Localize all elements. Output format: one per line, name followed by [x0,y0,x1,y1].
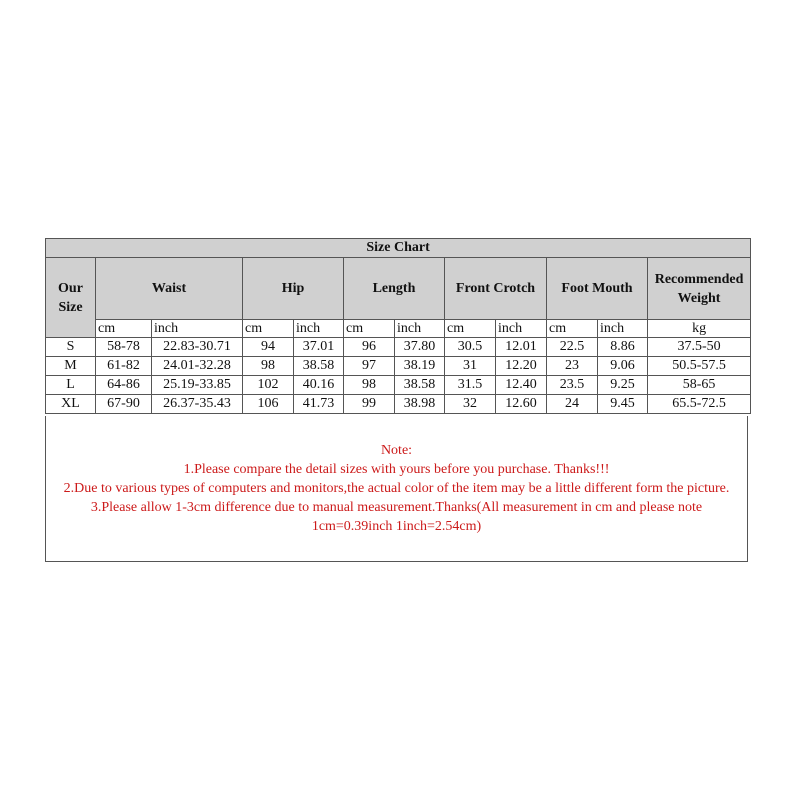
cell-waist-cm: 64-86 [96,376,152,395]
cell-foot-cm: 23.5 [547,376,598,395]
unit-weight-kg: kg [648,320,751,338]
unit-crotch-cm: cm [445,320,496,338]
cell-waist-inch: 24.01-32.28 [152,357,243,376]
header-length: Length [344,258,445,320]
cell-hip-cm: 106 [243,395,294,414]
note-line-1: 1.Please compare the detail sizes with yours before you purchase. Thanks!!! [183,462,610,477]
cell-weight: 37.5-50 [648,338,751,357]
cell-waist-cm: 61-82 [96,357,152,376]
cell-crotch-inch: 12.60 [496,395,547,414]
cell-crotch-inch: 12.20 [496,357,547,376]
note-heading: Note: [380,443,413,458]
note-line-4: 1cm=0.39inch 1inch=2.54cm) [311,519,482,534]
cell-length-inch: 38.19 [395,357,445,376]
cell-foot-cm: 22.5 [547,338,598,357]
cell-waist-inch: 25.19-33.85 [152,376,243,395]
cell-crotch-cm: 30.5 [445,338,496,357]
cell-foot-inch: 8.86 [598,338,648,357]
unit-hip-cm: cm [243,320,294,338]
cell-size: XL [46,395,96,414]
table-row [46,376,751,395]
table-row [46,338,751,357]
cell-foot-cm: 23 [547,357,598,376]
cell-length-cm: 97 [344,357,395,376]
cell-waist-cm: 67-90 [96,395,152,414]
cell-size: M [46,357,96,376]
cell-crotch-cm: 32 [445,395,496,414]
unit-waist-cm: cm [96,320,152,338]
cell-hip-cm: 98 [243,357,294,376]
cell-crotch-inch: 12.01 [496,338,547,357]
cell-crotch-inch: 12.40 [496,376,547,395]
cell-size: S [46,338,96,357]
unit-crotch-inch: inch [496,320,547,338]
chart-title: Size Chart [46,239,751,258]
cell-hip-cm: 94 [243,338,294,357]
cell-weight: 58-65 [648,376,751,395]
note-box [45,416,748,562]
header-front-crotch: Front Crotch [445,258,547,320]
cell-crotch-cm: 31 [445,357,496,376]
table-row [46,357,751,376]
cell-length-cm: 96 [344,338,395,357]
cell-waist-inch: 22.83-30.71 [152,338,243,357]
cell-length-inch: 37.80 [395,338,445,357]
note-line-3: 3.Please allow 1-3cm difference due to manual measurement.Thanks(All measurement in cm and please note [90,500,703,515]
cell-foot-inch: 9.06 [598,357,648,376]
cell-hip-inch: 41.73 [294,395,344,414]
cell-weight: 65.5-72.5 [648,395,751,414]
cell-length-inch: 38.98 [395,395,445,414]
table-row [46,395,751,414]
cell-foot-cm: 24 [547,395,598,414]
cell-waist-cm: 58-78 [96,338,152,357]
header-recommended-weight: Recommended Weight [648,258,751,320]
unit-foot-inch: inch [598,320,648,338]
header-our-size: Our Size [46,258,96,338]
cell-waist-inch: 26.37-35.43 [152,395,243,414]
cell-hip-cm: 102 [243,376,294,395]
cell-foot-inch: 9.45 [598,395,648,414]
unit-waist-inch: inch [152,320,243,338]
cell-hip-inch: 37.01 [294,338,344,357]
cell-hip-inch: 40.16 [294,376,344,395]
header-waist: Waist [96,258,243,320]
unit-foot-cm: cm [547,320,598,338]
size-chart-table [45,238,751,414]
cell-weight: 50.5-57.5 [648,357,751,376]
unit-hip-inch: inch [294,320,344,338]
unit-length-inch: inch [395,320,445,338]
header-foot-mouth: Foot Mouth [547,258,648,320]
cell-length-cm: 99 [344,395,395,414]
header-hip: Hip [243,258,344,320]
cell-foot-inch: 9.25 [598,376,648,395]
unit-length-cm: cm [344,320,395,338]
cell-size: L [46,376,96,395]
cell-hip-inch: 38.58 [294,357,344,376]
cell-crotch-cm: 31.5 [445,376,496,395]
cell-length-inch: 38.58 [395,376,445,395]
cell-length-cm: 98 [344,376,395,395]
unit-row [46,320,751,338]
note-line-2: 2.Due to various types of computers and monitors,the actual color of the item may be a little different form the picture. [63,481,730,496]
